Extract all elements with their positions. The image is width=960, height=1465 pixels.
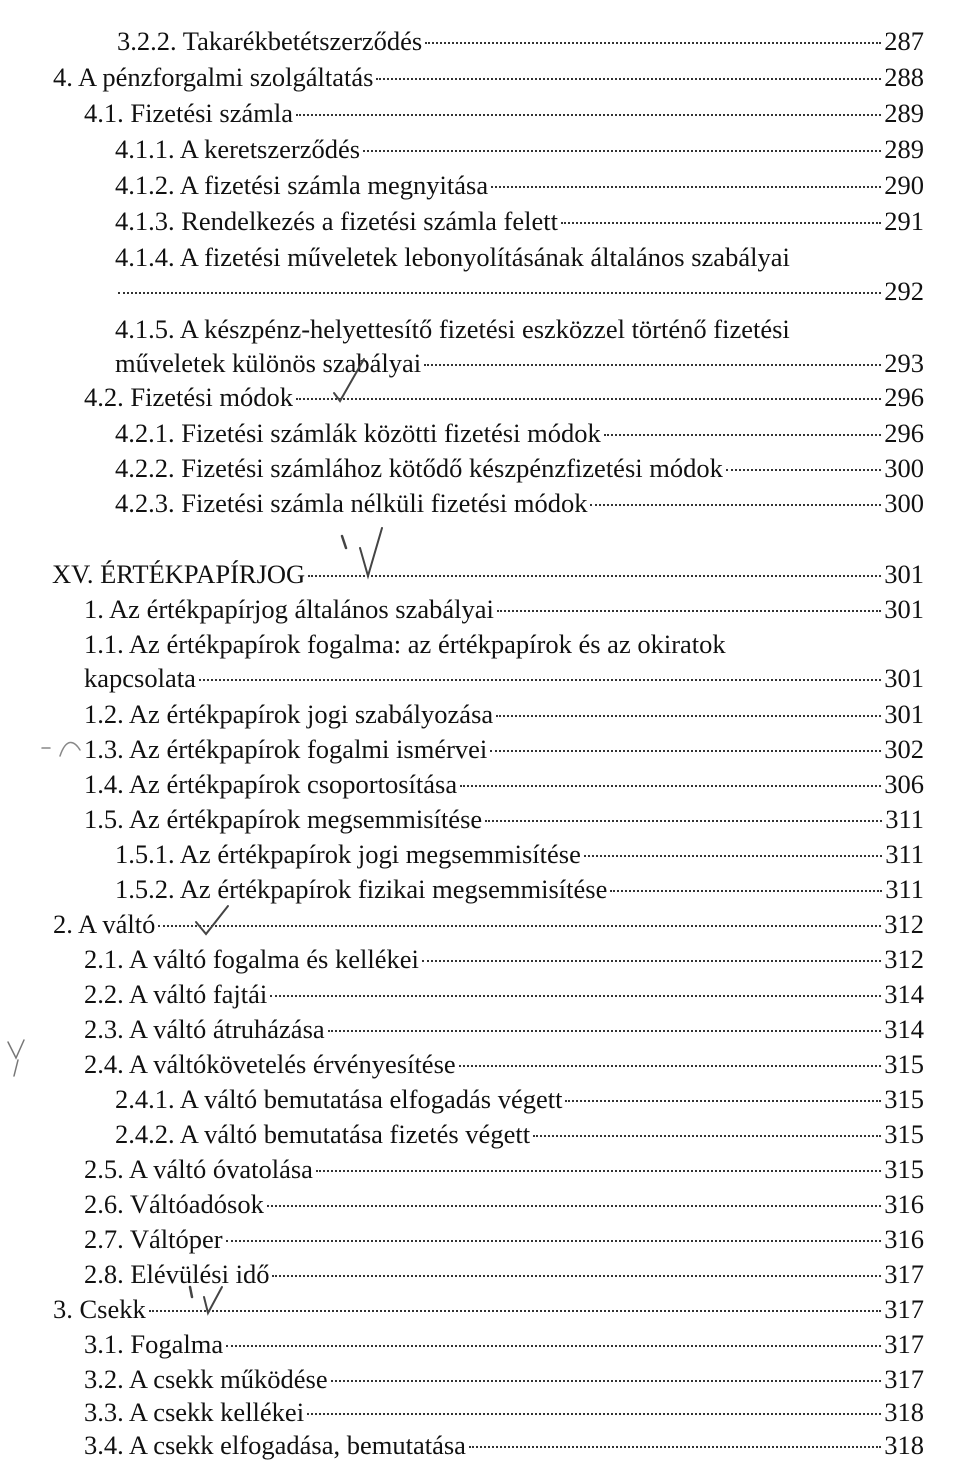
leader-dots [328,1030,882,1032]
entry-page: 290 [884,170,924,200]
entry-page: 289 [884,98,924,128]
pencil-squiggle-icon [0,1020,40,1080]
toc-entry[interactable] [53,60,924,94]
entry-number: 4.2.1. [115,418,175,448]
toc-entry[interactable] [115,416,924,450]
entry-title: Fizetési számla [130,98,293,128]
entry-title: A váltó óvatolása [128,1154,313,1184]
entry-page: 318 [884,1430,924,1460]
toc-entry[interactable] [53,1292,924,1326]
chapter-number: XV. [52,559,94,589]
entry-number: 4.1.2. [115,170,175,200]
entry-number: 2.2. [84,979,124,1009]
toc-entry[interactable] [115,132,924,166]
entry-title: Az értékpapírok csoportosítása [128,769,458,799]
entry-number: 2.5. [84,1154,124,1184]
entry-page: 316 [884,1189,924,1219]
entry-title: A pénzforgalmi szolgáltatás [78,62,374,92]
leader-dots [561,222,881,224]
leader-dots [226,1345,881,1347]
entry-number: 2. [53,909,73,939]
entry-number: 2.8. [84,1259,124,1289]
entry-title: Rendelkezés a fizetési számla felett [181,206,558,236]
toc-entry[interactable] [84,1047,924,1081]
toc-entry[interactable] [84,1222,924,1256]
entry-page: 301 [884,594,924,624]
entry-page: 312 [884,944,924,974]
entry-page: 296 [884,382,924,412]
entry-title: A csekk kellékei [128,1397,305,1427]
toc-entry[interactable] [84,732,924,766]
entry-number: 1.5.2. [115,874,175,904]
leader-dots [604,434,882,436]
toc-entry[interactable] [115,872,924,906]
entry-title: Elévülési idő [130,1259,270,1289]
entry-page: 315 [884,1154,924,1184]
entry-number: 4.1.1. [115,134,175,164]
toc-entry[interactable] [84,1187,924,1221]
entry-page: 301 [884,559,924,589]
leader-dots [460,785,881,787]
toc-entry[interactable] [84,1395,924,1429]
entry-title-continuation: műveletek különös szabályai [115,348,422,378]
entry-page: 289 [884,134,924,164]
entry-title: A keretszerződés [179,134,361,164]
entry-number: 2.6. [84,1189,124,1219]
toc-entry[interactable] [84,1327,924,1361]
leader-dots [296,114,881,116]
entry-title: A fizetési számla megnyitása [179,170,489,200]
toc-entry[interactable] [84,1152,924,1186]
entry-title: A váltó bemutatása fizetés végett [179,1119,531,1149]
entry-number: 3.1. [84,1329,124,1359]
entry-number: 3. [53,1294,73,1324]
entry-page: 318 [884,1397,924,1427]
entry-number: 3.2. [84,1364,124,1394]
leader-dots [331,1380,882,1382]
entry-title: Az értékpapírok jogi szabályozása [128,699,494,729]
entry-number: 4.1. [84,98,124,128]
entry-page: 315 [884,1119,924,1149]
entry-page: 315 [884,1084,924,1114]
entry-number: 2.1. [84,944,124,974]
toc-entry[interactable] [115,1082,924,1116]
entry-title: A váltó [78,909,156,939]
toc-entry[interactable] [84,942,924,976]
entry-number: 1.5.1. [115,839,175,869]
entry-title: Az értékpapírok fogalma: az értékpapírok és az okiratok [128,629,726,659]
leader-dots [459,1065,882,1067]
toc-entry[interactable] [117,24,924,58]
entry-number: 3.4. [84,1430,124,1460]
toc-entry[interactable] [84,697,924,731]
leader-dots [533,1135,881,1137]
entry-number: 4.2.2. [115,453,175,483]
entry-page: 287 [884,26,924,56]
entry-number: 4.1.3. [115,206,175,236]
toc-entry[interactable] [115,312,924,380]
entry-page: 317 [884,1294,924,1324]
entry-page: 311 [885,874,924,904]
entry-number: 2.4.2. [115,1119,175,1149]
entry-title: Fogalma [130,1329,224,1359]
toc-entry[interactable] [84,627,924,695]
entry-title: Az értékpapírok megsemmisítése [128,804,483,834]
leader-dots [199,679,881,681]
entry-page: 315 [884,1049,924,1079]
entry-page: 316 [884,1224,924,1254]
entry-page: 317 [884,1329,924,1359]
leader-dots [490,750,881,752]
entry-title: Az értékpapírjog általános szabályai [109,594,494,624]
entry-number: 3.3. [84,1397,124,1427]
entry-number: 2.7. [84,1224,124,1254]
entry-page: 312 [884,909,924,939]
toc-entry[interactable] [84,380,924,414]
leader-dots [485,820,882,822]
entry-title: Fizetési módok [130,382,294,412]
leader-dots [296,398,881,400]
leader-dots [610,890,882,892]
entry-number: 4.1.4. [115,242,175,272]
entry-page: 300 [884,488,924,518]
leader-dots [158,925,881,927]
entry-page: 291 [884,206,924,236]
entry-page: 302 [884,734,924,764]
entry-page: 314 [884,1014,924,1044]
entry-title: A váltó bemutatása elfogadás végett [179,1084,563,1114]
toc-entry[interactable] [84,802,924,836]
leader-dots [149,1310,882,1312]
entry-title: Takarékbetétszerződés [182,26,423,56]
leader-dots [270,995,881,997]
entry-page: 296 [884,418,924,448]
entry-number: 1.5. [84,804,124,834]
entry-number: 1.1. [84,629,124,659]
entry-number: 1. [84,594,104,624]
toc-entry[interactable] [84,96,924,130]
entry-title: A váltó fogalma és kellékei [128,944,419,974]
leader-dots [226,1240,882,1242]
leader-dots [272,1275,881,1277]
entry-title: A csekk elfogadása, bemutatása [128,1430,466,1460]
leader-dots [307,1413,881,1415]
entry-title: Az értékpapírok fizikai megsemmisítése [179,874,608,904]
leader-dots [267,1205,881,1207]
leader-dots [363,150,881,152]
leader-dots [496,715,881,717]
toc-entry[interactable] [84,767,924,801]
entry-title: Váltóper [129,1224,223,1254]
pencil-squiggle-icon [40,730,90,770]
entry-number: 1.4. [84,769,124,799]
entry-title: Fizetési számlák közötti fizetési módok [181,418,601,448]
toc-entry[interactable] [115,204,924,238]
entry-number: 2.3. [84,1014,124,1044]
toc-entry[interactable] [84,1428,924,1462]
entry-page: 288 [884,62,924,92]
entry-page: 317 [884,1364,924,1394]
leader-dots [491,186,881,188]
entry-title: A készpénz-helyettesítő fizetési eszközzel történő fizetési [179,314,790,344]
entry-page: 311 [885,839,924,869]
entry-number: 3.2.2. [117,26,177,56]
toc-entry[interactable] [53,907,924,941]
entry-title: A váltó fajtái [128,979,268,1009]
leader-dots [118,292,881,294]
entry-number: 1.3. [84,734,124,764]
entry-number: 4.1.5. [115,314,175,344]
entry-page: 311 [885,804,924,834]
toc-chapter-entry[interactable] [52,557,924,591]
chapter-title: ÉRTÉKPAPÍRJOG [100,559,306,589]
entry-title: Az értékpapírok fogalmi ismérvei [128,734,488,764]
entry-page: 292 [884,276,924,306]
entry-page: 301 [884,699,924,729]
leader-dots [565,1100,881,1102]
entry-title: Csekk [79,1294,146,1324]
toc-entry[interactable] [84,977,924,1011]
entry-title: Fizetési számla nélküli fizetési módok [181,488,588,518]
entry-number: 4.2.3. [115,488,175,518]
toc-entry[interactable] [115,486,924,520]
entry-number: 2.4. [84,1049,124,1079]
toc-entry[interactable] [84,1362,924,1396]
entry-number: 4. [53,62,73,92]
toc-entry[interactable] [115,168,924,202]
toc-entry[interactable] [115,1117,924,1151]
toc-entry[interactable] [115,837,924,871]
entry-page: 314 [884,979,924,1009]
entry-number: 2.4.1. [115,1084,175,1114]
toc-entry[interactable] [115,240,924,308]
entry-page: 317 [884,1259,924,1289]
entry-page: 293 [884,348,924,378]
entry-title: A fizetési műveletek lebonyolításának általános szabályai [179,242,790,272]
leader-dots [726,469,881,471]
leader-dots [422,960,881,962]
leader-dots [469,1446,881,1448]
entry-page: 306 [884,769,924,799]
leader-dots [424,364,881,366]
toc-entry[interactable] [84,592,924,626]
entry-title: Fizetési számlához kötődő készpénzfizetési módok [181,453,723,483]
leader-dots [308,575,881,577]
leader-dots [376,78,881,80]
toc-entry[interactable] [115,451,924,485]
toc-entry[interactable] [84,1257,924,1291]
entry-page: 301 [884,663,924,693]
leader-dots [425,42,881,44]
entry-title-continuation: kapcsolata [84,663,196,693]
entry-title: A csekk működése [128,1364,328,1394]
leader-dots [590,504,881,506]
toc-entry[interactable] [84,1012,924,1046]
entry-number: 4.2. [84,382,124,412]
leader-dots [497,610,881,612]
entry-number: 1.2. [84,699,124,729]
leader-dots [584,855,882,857]
entry-title: Az értékpapírok jogi megsemmisítése [179,839,581,869]
leader-dots [316,1170,881,1172]
entry-page: 300 [884,453,924,483]
entry-title: Váltóadósok [129,1189,264,1219]
entry-title: A váltó átruházása [128,1014,325,1044]
entry-title: A váltókövetelés érvényesítése [128,1049,456,1079]
